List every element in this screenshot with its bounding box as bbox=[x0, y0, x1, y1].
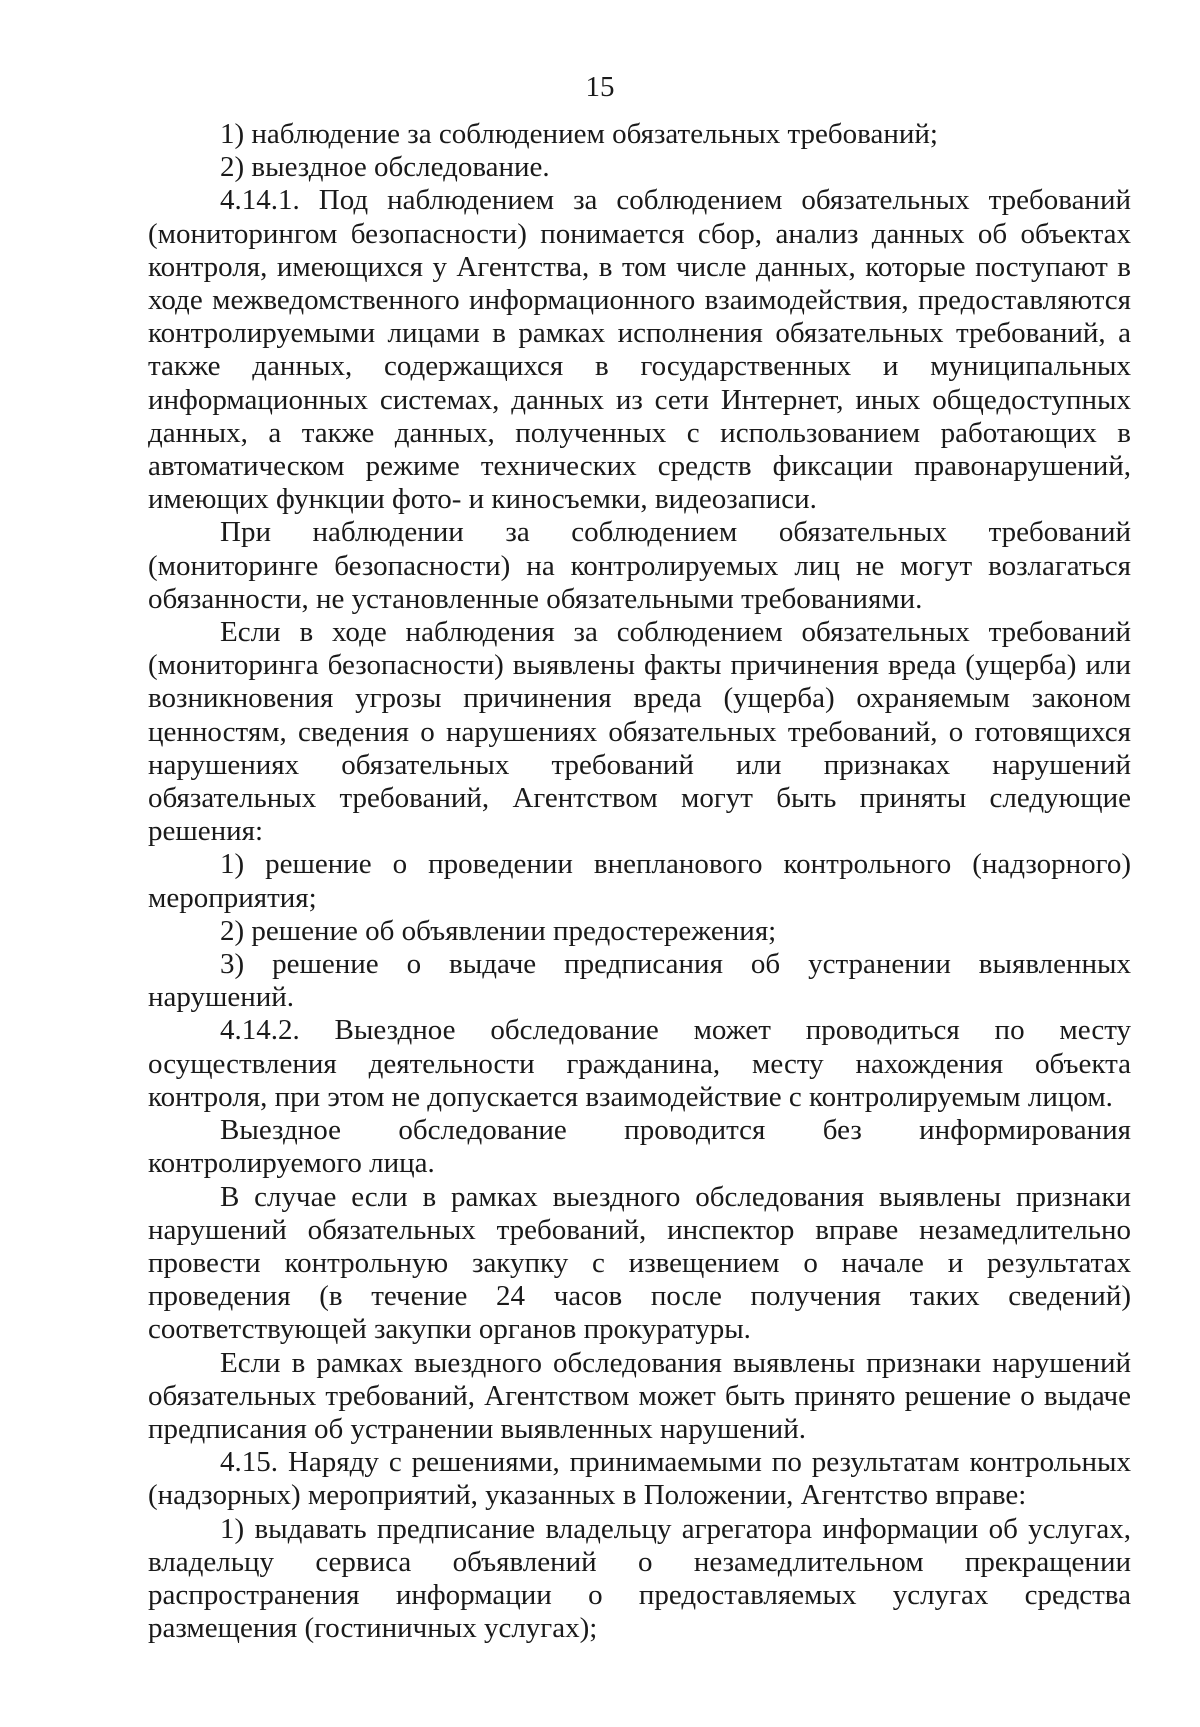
paragraph-list-item-2: 2) выездное обследование. bbox=[220, 151, 550, 184]
paragraph-prescription-decision: Если в рамках выездного обследования выявлены признаки нарушений обязательных требований, Агентством может быть принято решение о выдаче предписания об устранении выявленных нарушений. bbox=[148, 1346, 1131, 1445]
paragraph-inspection-no-notice: Выездное обследование проводится без информирования контролируемого лица. bbox=[148, 1114, 1131, 1180]
paragraph-decision-3: 3) решение о выдаче предписания об устранении выявленных нарушений. bbox=[148, 948, 1131, 1014]
paragraph-control-purchase: В случае если в рамках выездного обследования выявлены признаки нарушений обязательных требований, инспектор вправе незамедлительно провести контрольную закупку с извещением о начале и результатах проведения (в течение 24 часов после получения таких сведений) соответствующей закупки органов прокуратуры. bbox=[148, 1180, 1131, 1346]
paragraph-monitoring-decisions: Если в ходе наблюдения за соблюдением обязательных требований (мониторинга безопасности) выявлены факты причинения вреда (ущерба) или возникновения угрозы причинения вреда (ущерба) охраняемым законом ценностям, сведения о нарушениях обязательных требований, о готовящихся нарушениях обязательных требований или признаках нарушений обязательных требований, Агентством могут быть приняты следующие решения: bbox=[148, 616, 1131, 848]
paragraph-4-14-2: 4.14.2. Выездное обследование может проводиться по месту осуществления деятельности гражданина, месту нахождения объекта контроля, при этом не допускается взаимодействие с контролируемым лицом. bbox=[148, 1014, 1131, 1113]
paragraph-list-item-1: 1) наблюдение за соблюдением обязательных требований; bbox=[220, 118, 938, 150]
paragraph-4-15: 4.15. Наряду с решениями, принимаемыми по результатам контрольных (надзорных) мероприятий, указанных в Положении, Агентство вправе: bbox=[148, 1446, 1131, 1512]
paragraph-decision-1: 1) решение о проведении внепланового контрольного (надзорного) мероприятия; bbox=[148, 848, 1131, 914]
paragraph-decision-2: 2) решение об объявлении предостережения; bbox=[220, 914, 777, 947]
paragraph-4-15-item-1: 1) выдавать предписание владельцу агрегатора информации об услугах, владельцу сервиса объявлений о незамедлительном прекращении распространения информации о предоставляемых услугах средства размещения (гостиничных услугах); bbox=[148, 1512, 1131, 1645]
document-body bbox=[148, 118, 1131, 1645]
paragraph-4-14-1: 4.14.1. Под наблюдением за соблюдением обязательных требований (мониторингом безопасности) понимается сбор, анализ данных об объектах контроля, имеющихся у Агентства, в том числе данных, которые поступают в ходе межведомственного информационного взаимодействия, предоставляются контролируемыми лицами в рамках исполнения обязательных требований, а также данных, содержащихся в государственных и муниципальных информационных системах, данных из сети Интернет, иных общедоступных данных, а также данных, полученных с использованием работающих в автоматическом режиме технических средств фиксации правонарушений, имеющих функции фото- и киносъемки, видеозаписи. bbox=[148, 184, 1131, 516]
paragraph-monitoring-obligations: При наблюдении за соблюдением обязательных требований (мониторинге безопасности) на контролируемых лиц не могут возлагаться обязанности, не установленные обязательными требованиями. bbox=[148, 516, 1131, 615]
page-number: 15 bbox=[585, 71, 615, 103]
